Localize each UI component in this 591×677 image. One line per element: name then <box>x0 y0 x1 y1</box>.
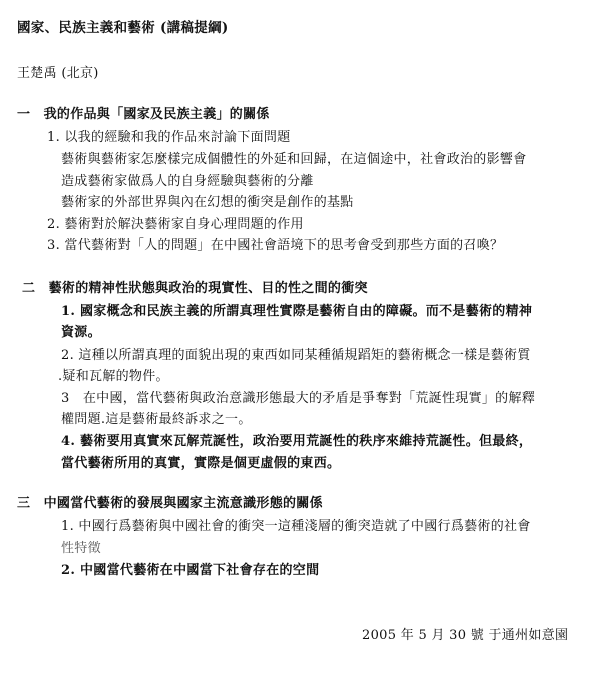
section-3-heading: 三 中國當代藝術的發展與國家主流意識形態的關係 <box>17 496 323 511</box>
section-1-heading: 一 我的作品與「國家及民族主義」的關係 <box>17 107 270 122</box>
section-1-item-1: 1. 以我的經驗和我的作品來討論下面問題 <box>47 130 291 145</box>
section-3-item-1-cont: 性特徵 <box>61 541 101 556</box>
section-1-item-1-line-3: 藝術家的外部世界與內在幻想的衝突是創作的基點 <box>61 195 354 210</box>
section-2-item-3-cont: 權問題.這是藝術最終訴求之一。 <box>61 412 252 427</box>
section-2-item-3: 3 在中國，當代藝術與政治意識形態最大的矛盾是爭奪對「荒誕性現實」的解釋 <box>61 391 536 406</box>
author-line: 王楚禹 (北京) <box>17 66 99 81</box>
section-1-item-1-line-2: 造成藝術家做爲人的自身經驗與藝術的分離 <box>61 174 314 189</box>
date-signature: 2005 年 5 月 30 號 于通州如意園 <box>362 628 569 643</box>
section-1-item-1-line-1: 藝術與藝術家怎麼樣完成個體性的外延和回歸，在這個途中，社會政治的影響會 <box>61 152 527 167</box>
section-2-item-4: 4. 藝術要用真實來瓦解荒誕性，政治要用荒誕性的秩序來維持荒誕性。但最終， <box>61 434 533 449</box>
section-1-item-2: 2. 藝術對於解決藝術家自身心理問題的作用 <box>47 217 304 232</box>
section-2-item-4-cont: 當代藝術所用的真實，實際是個更虛假的東西。 <box>61 456 341 471</box>
section-2-item-2: 2. 這種以所謂真理的面貌出現的東西如同某種循規蹈矩的藝術概念一樣是藝術質 <box>61 348 531 363</box>
section-3-item-2: 2. 中國當代藝術在中國當下社會存在的空間 <box>61 563 320 578</box>
section-1-item-3: 3. 當代藝術對「人的問題」在中國社會語境下的思考會受到那些方面的召喚？ <box>47 238 504 253</box>
section-2-heading: 二 藝術的精神性狀態與政治的現實性、目的性之間的衝突 <box>22 281 368 296</box>
section-2-item-2-cont: .疑和瓦解的物件。 <box>58 369 169 384</box>
section-2-item-1-cont: 資源。 <box>61 325 101 340</box>
section-3-item-1: 1. 中國行爲藝術與中國社會的衝突一這種淺層的衝突造就了中國行爲藝術的社會 <box>61 519 531 534</box>
section-2-item-1: 1. 國家概念和民族主義的所謂真理性實際是藝術自由的障礙。而不是藝術的精神 <box>61 304 533 319</box>
document-title: 國家、民族主義和藝術 (講稿提綱) <box>17 20 229 36</box>
